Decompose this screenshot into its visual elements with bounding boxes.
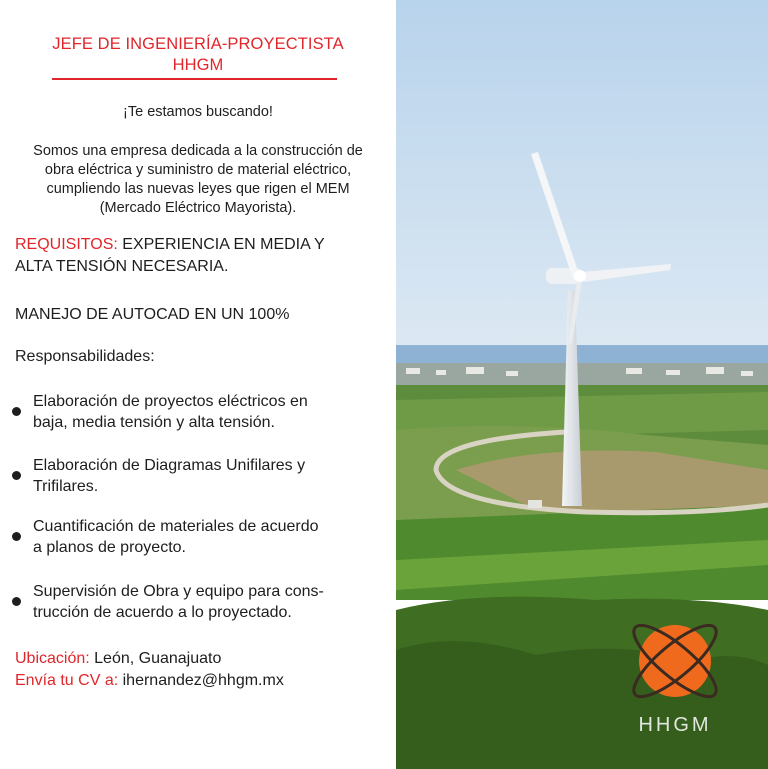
- logo-text: HHGM: [638, 714, 712, 736]
- intro-line-1: Somos una empresa dedicada a la construcción de: [33, 143, 363, 159]
- contact: [15, 670, 284, 691]
- list-item-line-1: Cuantificación de materiales de acuerdo: [33, 518, 319, 535]
- list-item-line-2: Trifilares.: [33, 478, 99, 495]
- landscape-illustration: [396, 0, 768, 769]
- intro-line-4: (Mercado Eléctrico Mayorista).: [99, 200, 297, 216]
- bullet-icon: [12, 407, 21, 416]
- list-item-text: [33, 516, 378, 558]
- intro-line-2: obra eléctrica y suministro de material eléctrico,: [44, 162, 352, 178]
- bullet-icon: [12, 471, 21, 480]
- autocad-requirement: MANEJO DE AUTOCAD EN UN 100%: [15, 306, 290, 323]
- list-item-text: [33, 391, 378, 433]
- requirements: [15, 234, 385, 278]
- contact-email: ihernandez@hhgm.mx: [118, 672, 284, 689]
- responsibilities-heading: Responsabilidades:: [15, 348, 155, 365]
- location-label: Ubicación:: [15, 650, 90, 667]
- job-title: [0, 34, 396, 76]
- sky: [396, 0, 768, 360]
- list-item-line-2: trucción de acuerdo a lo proyectado.: [33, 604, 292, 621]
- title-divider: [52, 78, 337, 80]
- requirements-text-2: ALTA TENSIÓN NECESARIA.: [15, 258, 229, 275]
- requirements-label: REQUISITOS:: [15, 236, 118, 253]
- list-item-line-1: Elaboración de Diagramas Unifilares y: [33, 457, 306, 474]
- turbine-base: [528, 500, 542, 508]
- list-item-line-2: a planos de proyecto.: [33, 539, 186, 556]
- list-item-text: [33, 581, 378, 623]
- list-item-line-2: baja, media tensión y alta tensión.: [33, 414, 275, 431]
- bullet-icon: [12, 532, 21, 541]
- list-item-text: [33, 455, 378, 497]
- tagline: ¡Te estamos buscando!: [123, 104, 273, 120]
- job-title-line-1: JEFE DE INGENIERÍA-PROYECTISTA: [52, 35, 344, 53]
- list-item-line-1: Elaboración de proyectos eléctricos en: [33, 393, 308, 410]
- requirements-text-1: EXPERIENCIA EN MEDIA Y: [117, 236, 325, 253]
- contact-label: Envía tu CV a:: [15, 672, 119, 689]
- bullet-icon: [12, 597, 21, 606]
- turbine-hub: [574, 270, 586, 282]
- wind-turbine-photo: [396, 0, 768, 769]
- list-item-line-1: Supervisión de Obra y equipo para cons-: [33, 583, 324, 600]
- location-value: León, Guanajuato: [89, 650, 222, 667]
- intro-line-3: cumpliendo las nuevas leyes que rigen el MEM: [46, 181, 350, 197]
- location: [15, 648, 221, 669]
- job-title-line-2: HHGM: [172, 56, 224, 74]
- company-intro: [10, 142, 386, 218]
